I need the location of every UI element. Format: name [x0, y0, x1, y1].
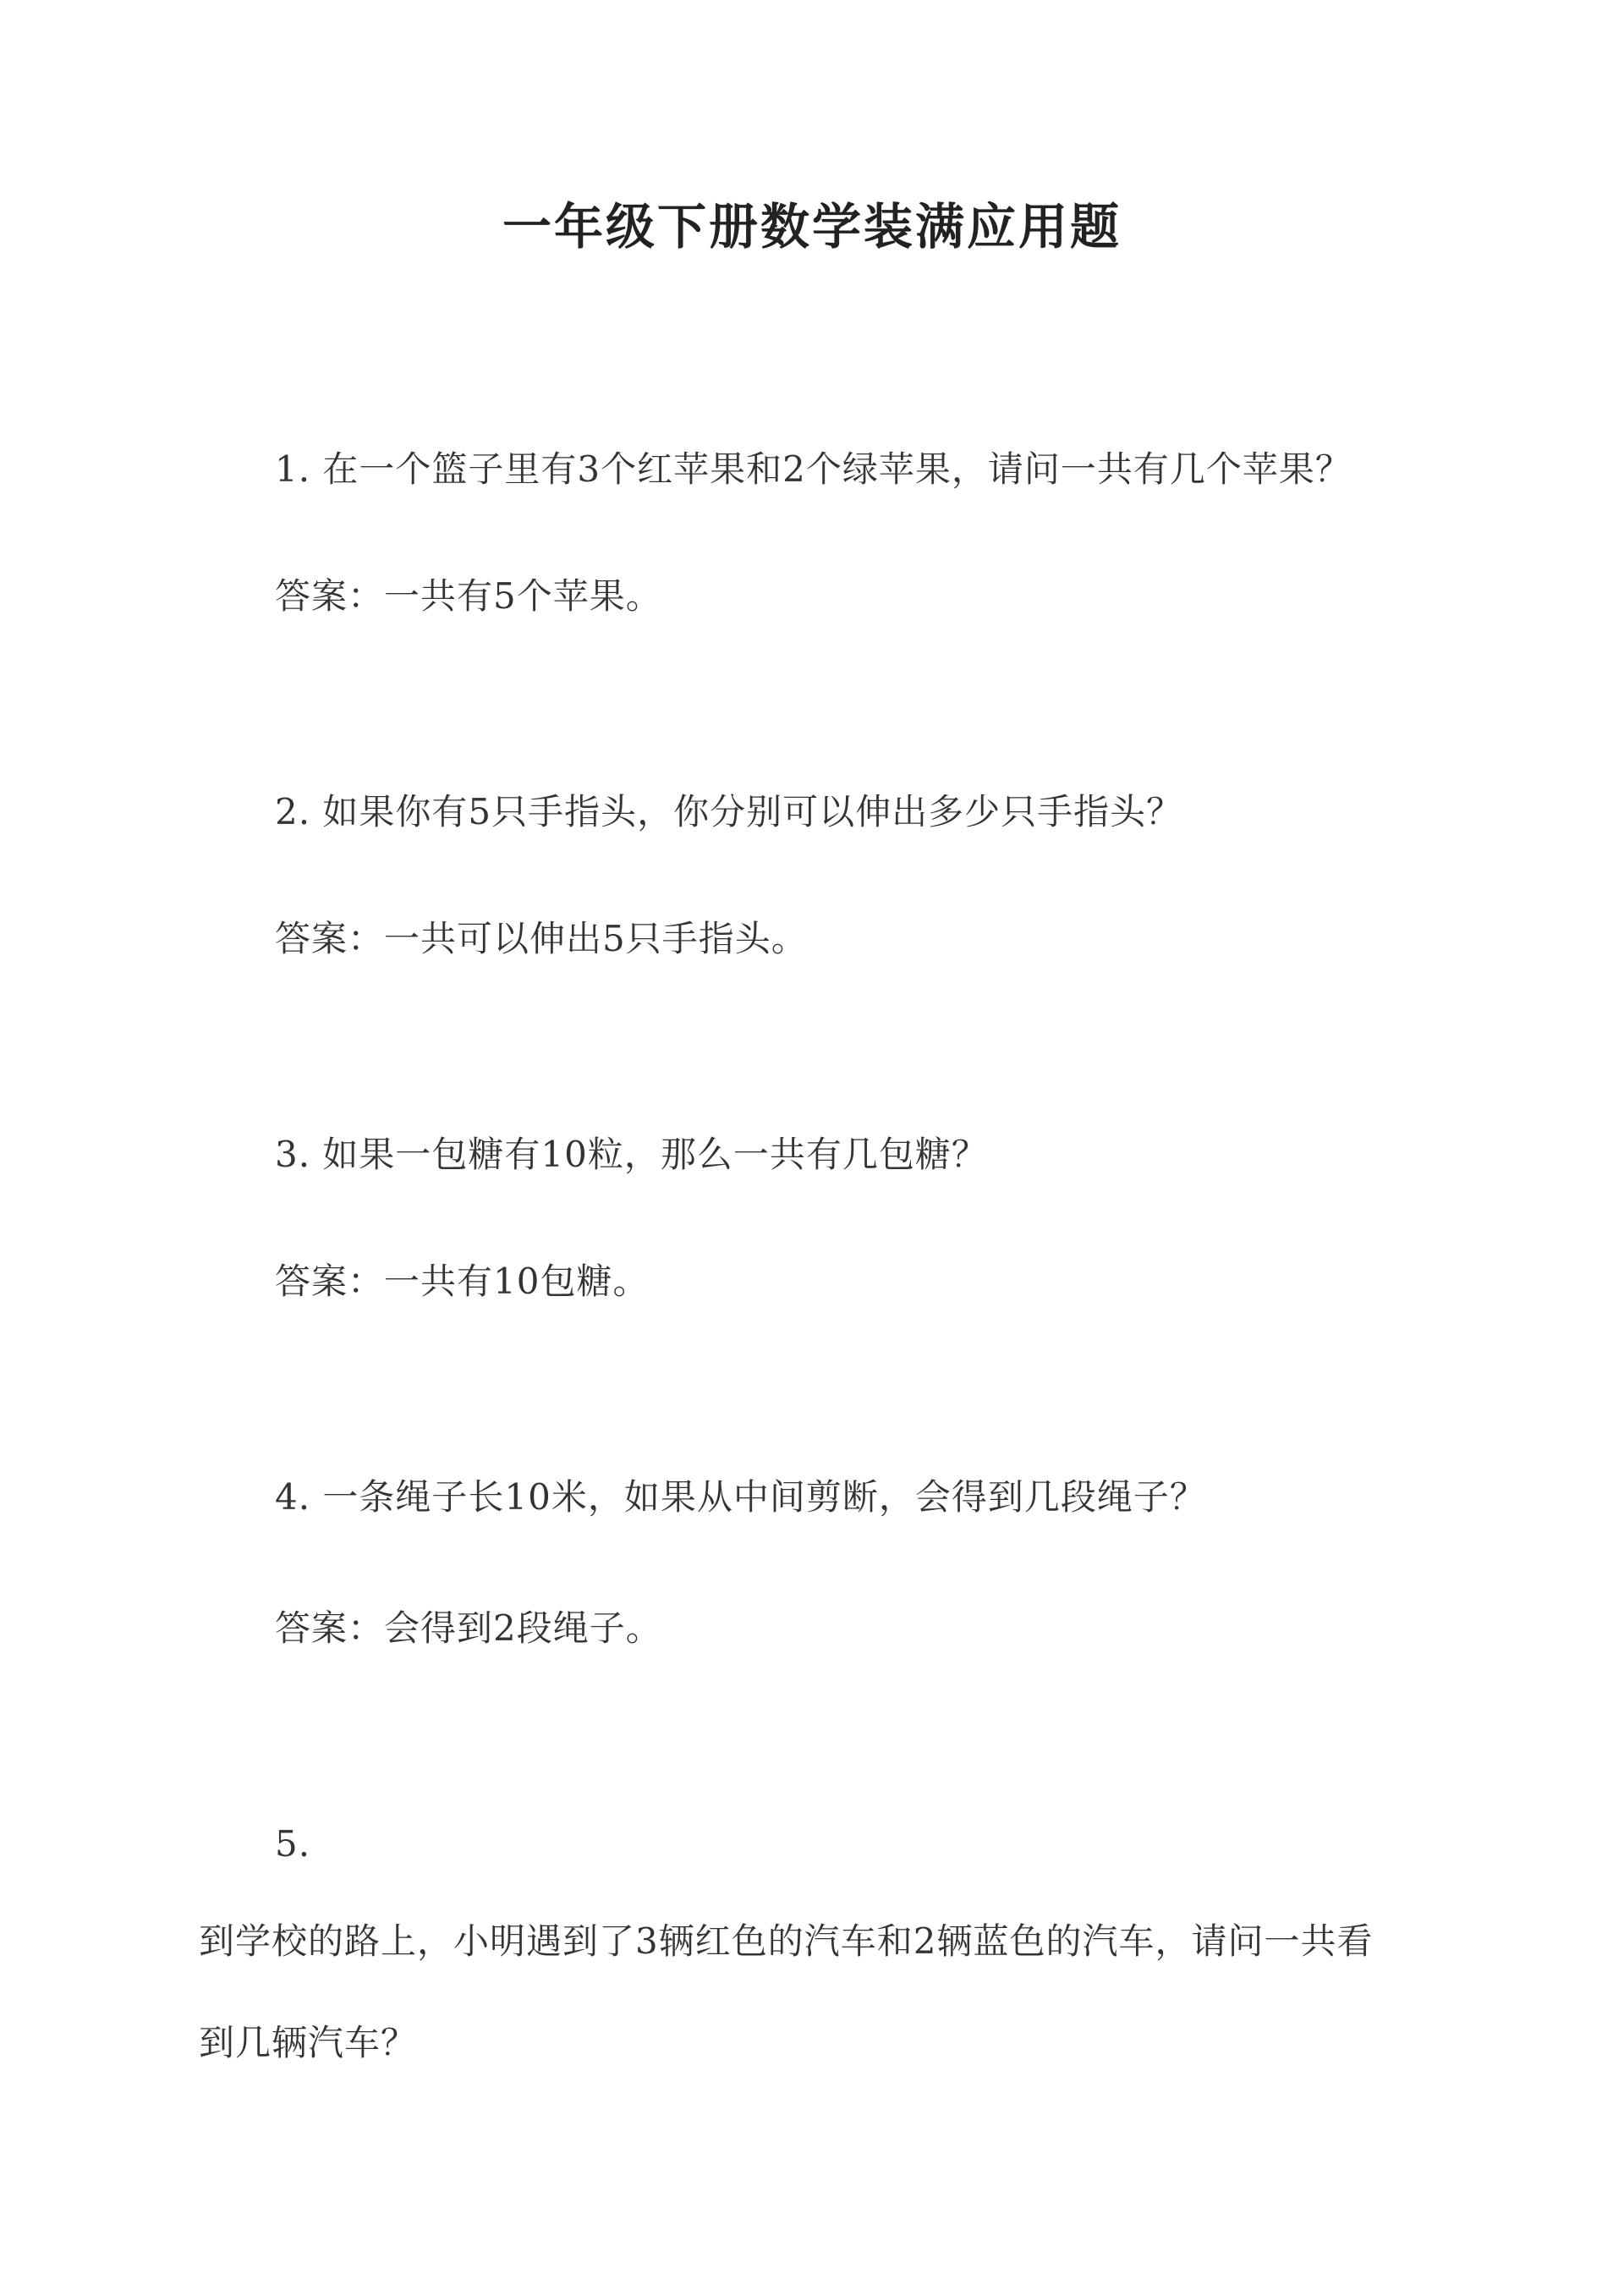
question-2: 2. 如果你有5只手指头，你分别可以伸出多少只手指头？ [275, 791, 1183, 832]
answer-4: 答案：会得到2段绳子。 [275, 1607, 662, 1649]
question-5-line-2: 到几辆汽车？ [199, 2022, 418, 2063]
answer-1: 答案：一共有5个苹果。 [275, 575, 662, 617]
question-5-line-1: 到学校的路上，小明遇到了3辆红色的汽车和2辆蓝色的汽车，请问一共看 [199, 1920, 1374, 1962]
question-3: 3. 如果一包糖有10粒，那么一共有几包糖？ [275, 1134, 988, 1175]
question-5-number: 5. [275, 1823, 311, 1865]
question-4: 4. 一条绳子长10米，如果从中间剪断，会得到几段绳子？ [275, 1476, 1206, 1518]
answer-2: 答案：一共可以伸出5只手指头。 [275, 918, 808, 959]
answer-3: 答案：一共有10包糖。 [275, 1261, 650, 1302]
page-title: 一年级下册数学装满应用题 [502, 198, 1122, 255]
question-1: 1. 在一个篮子里有3个红苹果和2个绿苹果，请问一共有几个苹果？ [275, 448, 1352, 490]
